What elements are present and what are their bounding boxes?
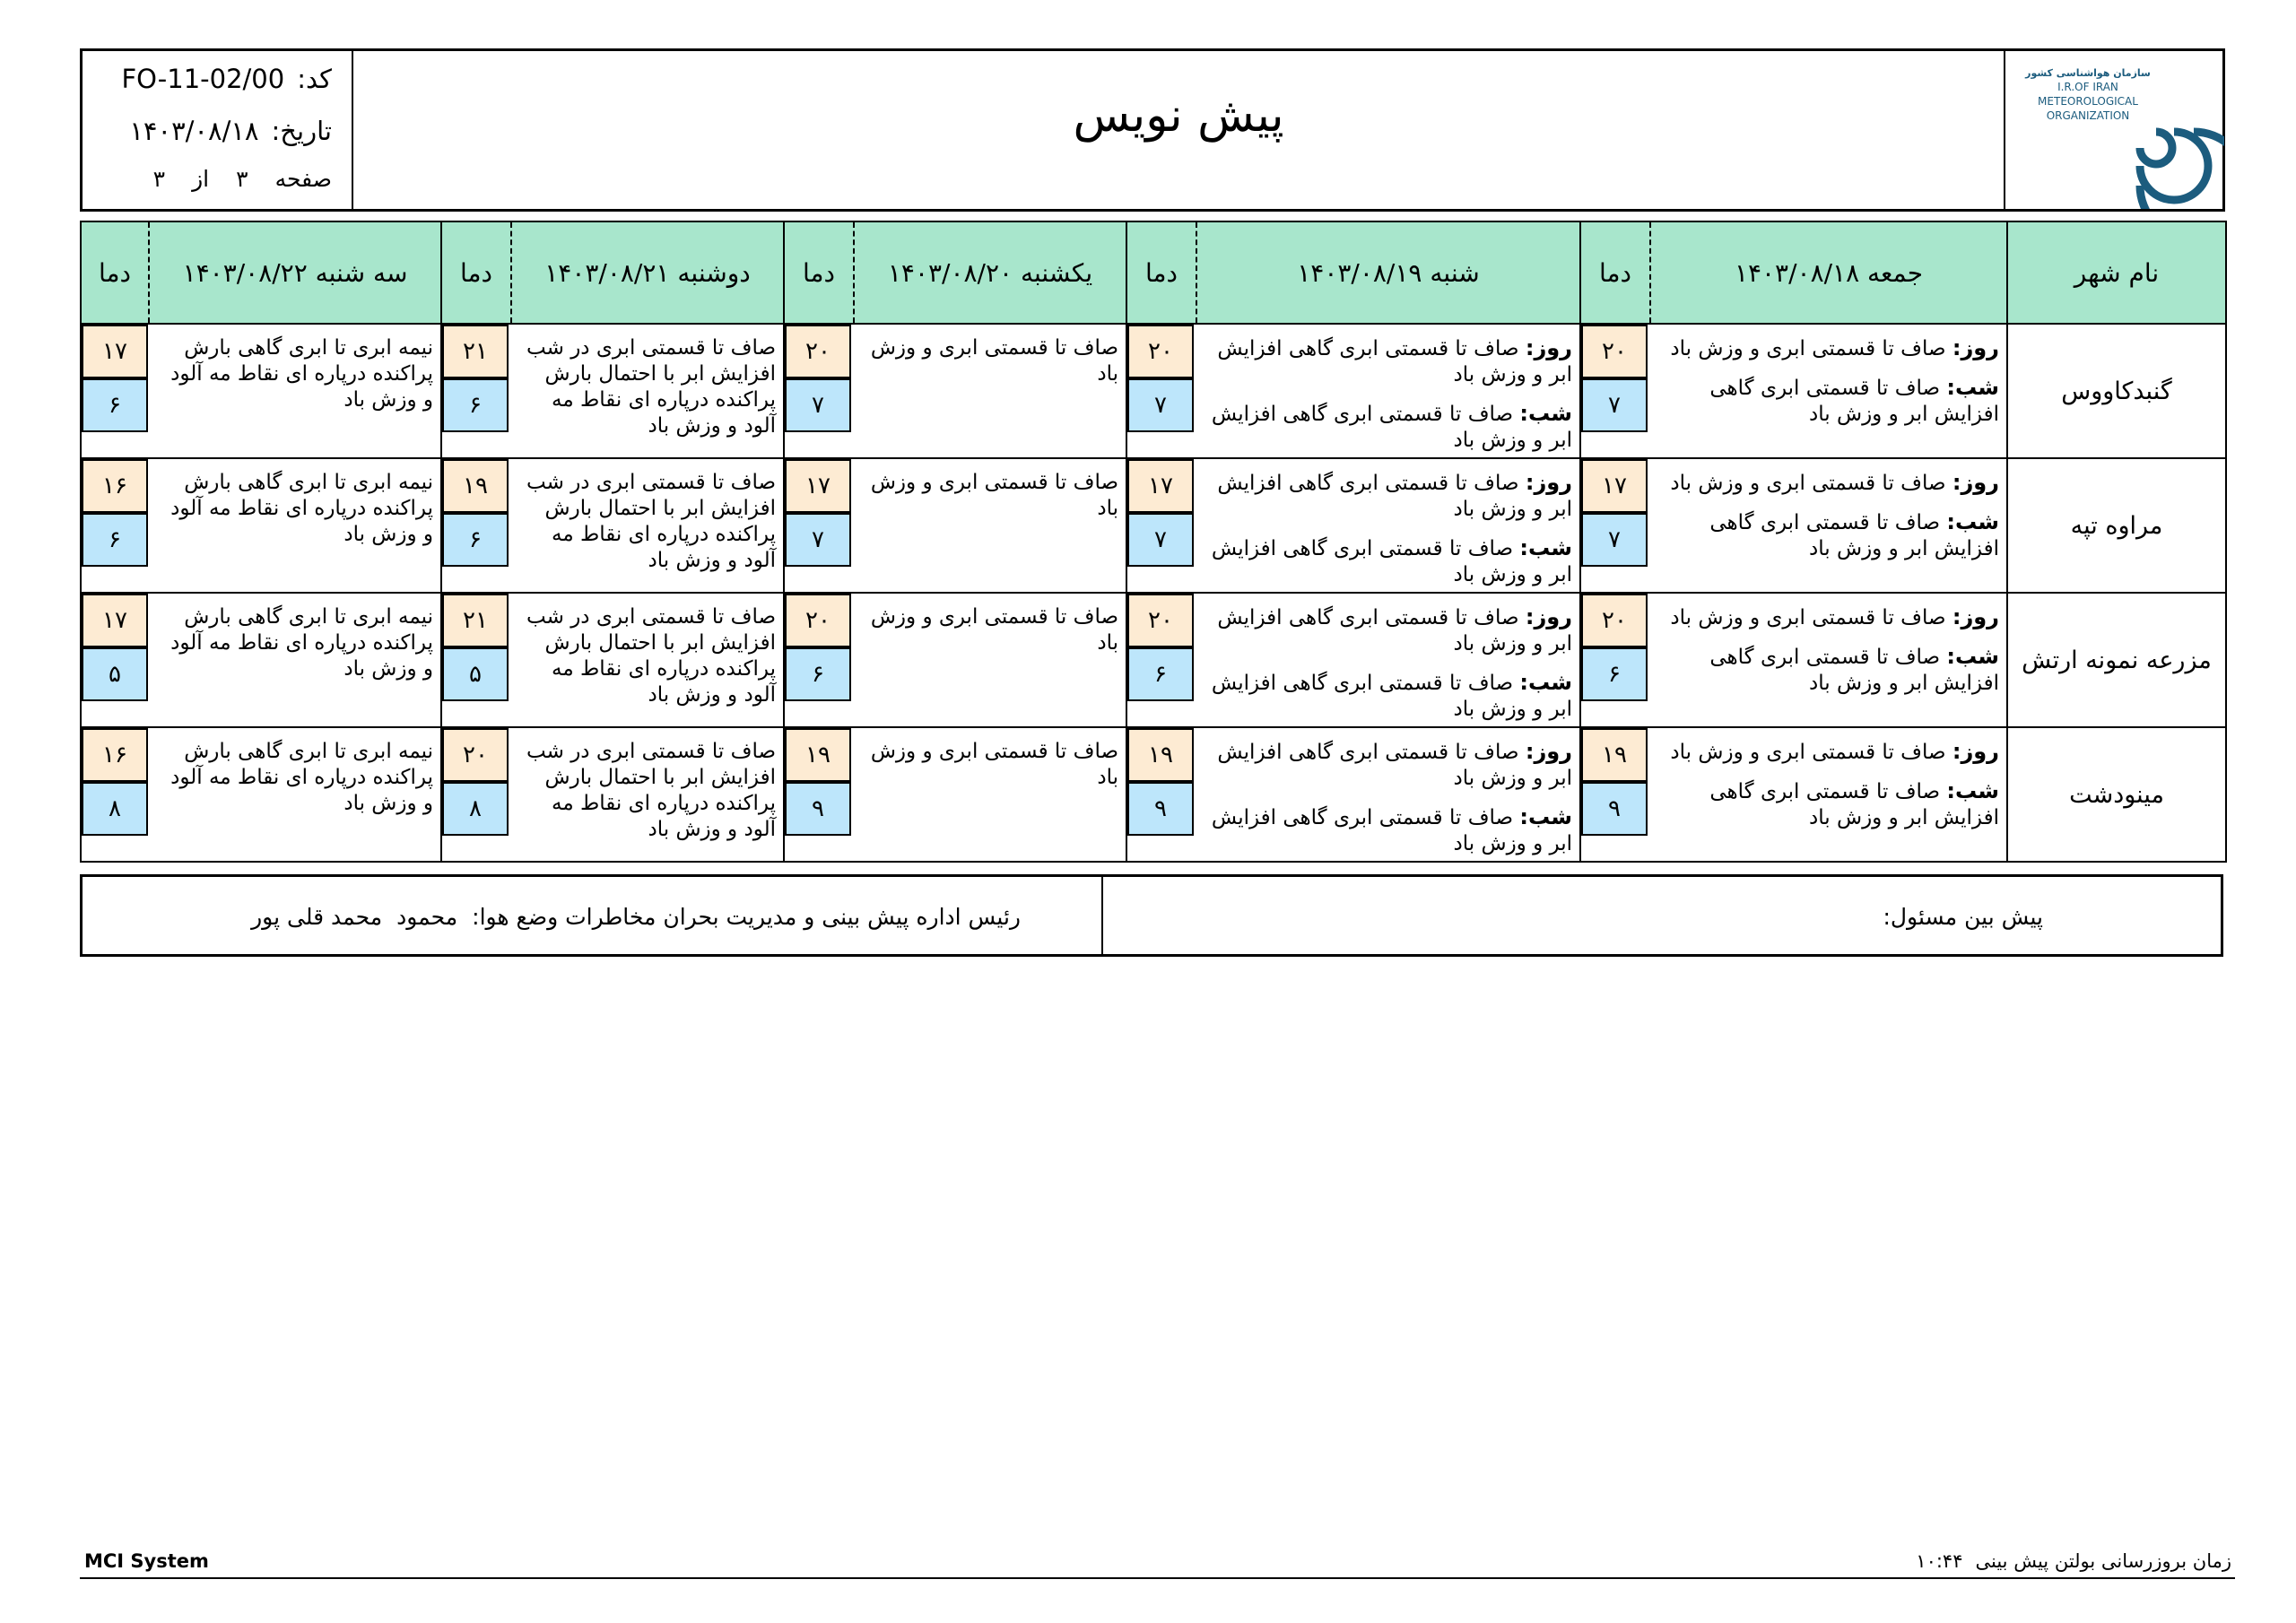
forecaster-label: پیش بین مسئول:	[1883, 904, 2043, 930]
forecast-text: نیمه ابری تا ابری گاهی بارش پراکنده درپاره ای نقاط مه آلود و وزش باد	[170, 471, 433, 546]
night-text: صاف تا قسمتی ابری گاهی افزایش ابر و وزش باد	[1211, 806, 1572, 855]
city-name: مزرعه نمونه ارتش	[2007, 593, 2226, 727]
max-temp: ۲۰	[785, 594, 851, 647]
day-header-4: دوشنبه ۱۴۰۳/۰۸/۲۱	[511, 221, 784, 324]
temperature-cell	[784, 324, 854, 458]
forecast-text: صاف تا قسمتی ابری و وزش باد	[870, 471, 1118, 520]
forecast-cell	[1196, 324, 1580, 458]
min-temp: ۶	[82, 513, 148, 567]
temp-header: دما	[441, 221, 511, 324]
table-row	[81, 458, 2226, 593]
day-label: روز:	[1525, 739, 1572, 764]
spiral-logo-icon	[2005, 51, 2224, 209]
table-header-row	[81, 221, 2226, 324]
temp-header: دما	[81, 221, 149, 324]
footer-divider	[80, 1577, 2235, 1579]
max-temp: ۲۰	[785, 325, 851, 378]
night-label: شب:	[1946, 778, 1999, 803]
logo-en-line3: ORGANIZATION	[2046, 109, 2130, 122]
max-temp: ۲۰	[1581, 325, 1648, 378]
forecast-text: صاف تا قسمتی ابری در شب افزایش ابر با احتمال بارش پراکنده درپاره ای نقاط مه آلود و وزش باد	[526, 471, 776, 572]
max-temp: ۱۷	[1127, 459, 1194, 513]
city-column-header: نام شهر	[2007, 221, 2226, 324]
temperature-cell	[784, 593, 854, 727]
page-current: ۳	[236, 166, 248, 192]
footer-update-time	[1916, 1550, 2231, 1572]
forecast-cell	[1650, 324, 2007, 458]
forecast-text: صاف تا قسمتی ابری و وزش باد	[870, 740, 1118, 789]
min-temp: ۶	[1581, 647, 1648, 701]
temperature-cell	[81, 593, 149, 727]
night-label: شب:	[1519, 670, 1572, 695]
night-forecast	[1202, 401, 1572, 454]
date-label: تاریخ:	[271, 116, 332, 146]
day-forecast	[1202, 335, 1572, 388]
page-title: پیش نویس	[1073, 89, 1284, 143]
day-label: روز:	[1952, 335, 1999, 360]
forecast-cell	[149, 593, 441, 727]
day-header-5: سه شنبه ۱۴۰۳/۰۸/۲۲	[149, 221, 441, 324]
day-label: روز:	[1952, 470, 1999, 495]
code-value: FO-11-02/00	[121, 64, 285, 94]
day-text: صاف تا قسمتی ابری و وزش باد	[1670, 741, 1946, 764]
night-text: صاف تا قسمتی ابری گاهی افزایش ابر و وزش باد	[1211, 403, 1572, 452]
night-label: شب:	[1946, 644, 1999, 669]
forecast-cell	[149, 458, 441, 593]
night-text: صاف تا قسمتی ابری گاهی افزایش ابر و وزش باد	[1211, 672, 1572, 721]
day-header-3: یکشنبه ۱۴۰۳/۰۸/۲۰	[854, 221, 1126, 324]
max-temp: ۱۹	[1127, 728, 1194, 782]
min-temp: ۸	[442, 782, 509, 836]
min-temp: ۹	[1581, 782, 1648, 836]
table-row	[81, 593, 2226, 727]
max-temp: ۲۰	[1581, 594, 1648, 647]
min-temp: ۸	[82, 782, 148, 836]
forecast-cell	[1196, 593, 1580, 727]
temperature-cell	[1126, 593, 1196, 727]
director-label: رئیس اداره پیش بینی و مدیریت بحران مخاطرات وضع هوا:	[472, 904, 1021, 930]
forecast-cell	[511, 593, 784, 727]
date-row	[129, 116, 332, 146]
max-temp: ۱۷	[1581, 459, 1648, 513]
signature-box	[80, 874, 2223, 957]
director-signature	[251, 904, 1021, 930]
temperature-cell	[81, 324, 149, 458]
forecast-cell	[854, 593, 1126, 727]
day-label: روز:	[1952, 604, 1999, 629]
night-text: صاف تا قسمتی ابری گاهی افزایش ابر و وزش باد	[1709, 646, 1999, 695]
code-label: کد:	[297, 64, 332, 94]
forecast-text: صاف تا قسمتی ابری در شب افزایش ابر با احتمال بارش پراکنده درپاره ای نقاط مه آلود و وزش باد	[526, 605, 776, 707]
day-label: روز:	[1952, 739, 1999, 764]
logo-fa-text: سازمان هواشناسی کشور	[2025, 67, 2151, 79]
temperature-cell	[1580, 727, 1650, 862]
day-label: روز:	[1525, 335, 1572, 360]
date-value: ۱۴۰۳/۰۸/۱۸	[129, 116, 259, 146]
logo-en-line2: METEOROLOGICAL	[2038, 95, 2138, 108]
min-temp: ۶	[442, 378, 509, 432]
day-forecast	[1202, 739, 1572, 792]
max-temp: ۲۰	[442, 728, 509, 782]
temperature-cell	[1126, 458, 1196, 593]
day-forecast	[1656, 470, 1999, 497]
max-temp: ۲۰	[1127, 325, 1194, 378]
document-meta	[83, 51, 353, 209]
min-temp: ۵	[442, 647, 509, 701]
max-temp: ۱۹	[785, 728, 851, 782]
organization-logo	[2004, 51, 2222, 209]
day-forecast	[1656, 604, 1999, 631]
min-temp: ۶	[785, 647, 851, 701]
day-forecast	[1656, 335, 1999, 362]
update-label: زمان بروزرسانی بولتن پیش بینی	[1975, 1550, 2231, 1572]
min-temp: ۷	[785, 378, 851, 432]
day-text: صاف تا قسمتی ابری و وزش باد	[1670, 472, 1946, 495]
max-temp: ۱۹	[1581, 728, 1648, 782]
temp-header: دما	[784, 221, 854, 324]
forecast-cell	[854, 458, 1126, 593]
forecast-text: نیمه ابری تا ابری گاهی بارش پراکنده درپاره ای نقاط مه آلود و وزش باد	[170, 605, 433, 681]
day-forecast	[1202, 604, 1572, 657]
forecast-cell	[1196, 727, 1580, 862]
temperature-cell	[81, 727, 149, 862]
forecast-table	[80, 221, 2227, 863]
page-label: صفحه	[274, 166, 332, 192]
temperature-cell	[1580, 458, 1650, 593]
day-label: روز:	[1525, 604, 1572, 629]
min-temp: ۷	[1127, 378, 1194, 432]
signature-divider	[1101, 877, 1103, 954]
forecast-cell	[149, 324, 441, 458]
forecast-cell	[511, 324, 784, 458]
day-text: صاف تا قسمتی ابری گاهی افزایش ابر و وزش باد	[1217, 472, 1572, 521]
max-temp: ۱۶	[82, 728, 148, 782]
forecast-cell	[1650, 593, 2007, 727]
day-forecast	[1656, 739, 1999, 766]
forecast-cell	[1196, 458, 1580, 593]
forecast-cell	[854, 727, 1126, 862]
temperature-cell	[1580, 324, 1650, 458]
max-temp: ۱۷	[82, 325, 148, 378]
table-row	[81, 324, 2226, 458]
min-temp: ۷	[1127, 513, 1194, 567]
min-temp: ۷	[1581, 513, 1648, 567]
temp-header: دما	[1580, 221, 1650, 324]
night-forecast	[1202, 535, 1572, 588]
night-forecast	[1656, 778, 1999, 831]
page-of: از	[192, 166, 210, 192]
min-temp: ۵	[82, 647, 148, 701]
night-label: شب:	[1946, 509, 1999, 534]
min-temp: ۶	[442, 513, 509, 567]
forecast-text: صاف تا قسمتی ابری در شب افزایش ابر با احتمال بارش پراکنده درپاره ای نقاط مه آلود و وزش باد	[526, 740, 776, 841]
day-label: روز:	[1525, 470, 1572, 495]
day-header-2: شنبه ۱۴۰۳/۰۸/۱۹	[1196, 221, 1580, 324]
footer-system-name: MCI System	[84, 1550, 209, 1572]
temperature-cell	[81, 458, 149, 593]
max-temp: ۱۷	[785, 459, 851, 513]
table-row	[81, 727, 2226, 862]
day-text: صاف تا قسمتی ابری و وزش باد	[1670, 606, 1946, 629]
temperature-cell	[441, 593, 511, 727]
day-text: صاف تا قسمتی ابری و وزش باد	[1670, 337, 1946, 360]
forecast-cell	[1650, 458, 2007, 593]
night-forecast	[1656, 509, 1999, 562]
max-temp: ۱۹	[442, 459, 509, 513]
min-temp: ۶	[82, 378, 148, 432]
max-temp: ۲۱	[442, 325, 509, 378]
forecast-cell	[149, 727, 441, 862]
max-temp: ۲۱	[442, 594, 509, 647]
temp-header: دما	[1126, 221, 1196, 324]
director-first-name: محمود	[396, 904, 458, 930]
director-last-name: محمد قلی پور	[251, 904, 383, 930]
min-temp: ۷	[1581, 378, 1648, 432]
min-temp: ۶	[1127, 647, 1194, 701]
day-text: صاف تا قسمتی ابری گاهی افزایش ابر و وزش باد	[1217, 741, 1572, 790]
forecast-cell	[511, 458, 784, 593]
page-total: ۳	[152, 166, 166, 192]
city-name: مینودشت	[2007, 727, 2226, 862]
min-temp: ۹	[785, 782, 851, 836]
night-label: شب:	[1946, 375, 1999, 400]
page-row	[153, 166, 332, 192]
min-temp: ۷	[785, 513, 851, 567]
temperature-cell	[784, 727, 854, 862]
day-text: صاف تا قسمتی ابری گاهی افزایش ابر و وزش باد	[1217, 337, 1572, 386]
forecast-text: صاف تا قسمتی ابری در شب افزایش ابر با احتمال بارش پراکنده درپاره ای نقاط مه آلود و وزش باد	[526, 336, 776, 438]
temperature-cell	[1126, 324, 1196, 458]
forecast-text: نیمه ابری تا ابری گاهی بارش پراکنده درپاره ای نقاط مه آلود و وزش باد	[170, 336, 433, 412]
night-forecast	[1202, 670, 1572, 723]
night-text: صاف تا قسمتی ابری گاهی افزایش ابر و وزش باد	[1709, 511, 1999, 560]
code-row	[121, 64, 332, 94]
forecast-cell	[1650, 727, 2007, 862]
day-header-1: جمعه ۱۴۰۳/۰۸/۱۸	[1650, 221, 2007, 324]
forecast-cell	[511, 727, 784, 862]
update-time: ۱۰:۴۴	[1916, 1550, 1963, 1572]
city-name: مراوه تپه	[2007, 458, 2226, 593]
day-text: صاف تا قسمتی ابری گاهی افزایش ابر و وزش باد	[1217, 606, 1572, 655]
day-forecast	[1202, 470, 1572, 523]
max-temp: ۱۶	[82, 459, 148, 513]
night-text: صاف تا قسمتی ابری گاهی افزایش ابر و وزش باد	[1709, 377, 1999, 426]
forecast-text: نیمه ابری تا ابری گاهی بارش پراکنده درپاره ای نقاط مه آلود و وزش باد	[170, 740, 433, 815]
night-text: صاف تا قسمتی ابری گاهی افزایش ابر و وزش باد	[1211, 537, 1572, 586]
max-temp: ۲۰	[1127, 594, 1194, 647]
temperature-cell	[1126, 727, 1196, 862]
min-temp: ۹	[1127, 782, 1194, 836]
night-label: شب:	[1519, 401, 1572, 426]
forecast-body	[81, 324, 2226, 862]
night-label: شب:	[1519, 804, 1572, 829]
forecast-cell	[854, 324, 1126, 458]
temperature-cell	[441, 727, 511, 862]
temperature-cell	[441, 324, 511, 458]
night-forecast	[1656, 375, 1999, 428]
forecast-text: صاف تا قسمتی ابری و وزش باد	[870, 336, 1118, 386]
temperature-cell	[784, 458, 854, 593]
temperature-cell	[1580, 593, 1650, 727]
document-header	[80, 48, 2225, 212]
night-forecast	[1202, 804, 1572, 857]
night-forecast	[1656, 644, 1999, 697]
temperature-cell	[441, 458, 511, 593]
night-label: شب:	[1519, 535, 1572, 560]
night-text: صاف تا قسمتی ابری گاهی افزایش ابر و وزش باد	[1709, 780, 1999, 829]
max-temp: ۱۷	[82, 594, 148, 647]
city-name: گنبدکاووس	[2007, 324, 2226, 458]
forecast-text: صاف تا قسمتی ابری و وزش باد	[870, 605, 1118, 655]
logo-en-line1: I.R.OF IRAN	[2057, 81, 2118, 93]
